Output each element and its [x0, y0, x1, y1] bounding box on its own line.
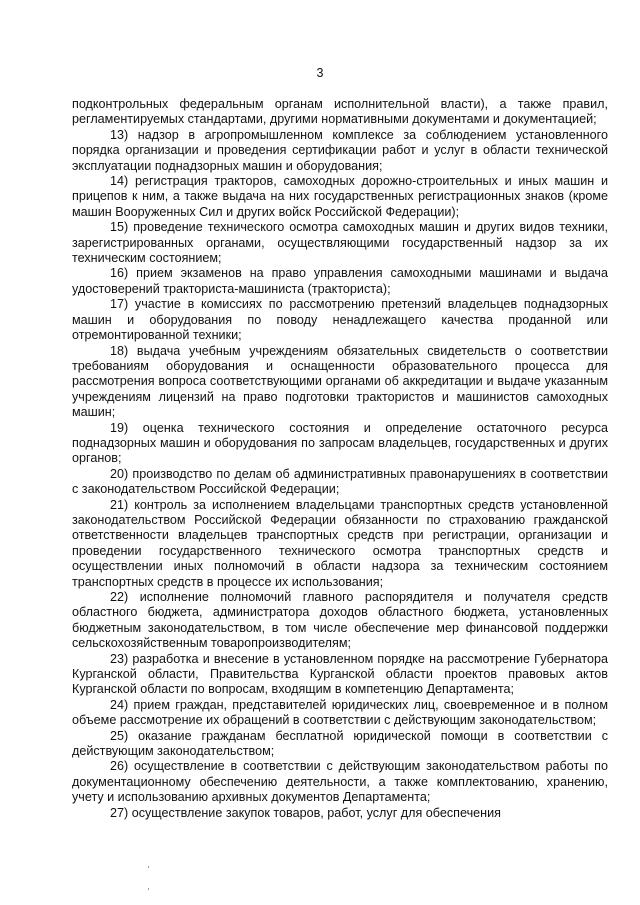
paragraph-continuation: подконтрольных федеральным органам исполнительной власти), а также правил, регламентируемых стандартами, другими нормативными документами и документацией; [72, 97, 608, 127]
paragraph-21: 21) контроль за исполнением владельцами транспортных средств установленной законодательством Российской Федерации обязанности по страхованию гражданской ответственности владельцев транспортных средств при регистрации, организации и проведении государственного технического осмотра транспортных средств и осуществлении иных полномочий в области надзора за техническим состоянием транспортных средств в процессе их использования; [72, 497, 608, 589]
scan-speck [148, 888, 149, 890]
paragraph-22: 22) исполнение полномочий главного распорядителя и получателя средств областного бюджета, администратора доходов областного бюджета, установленных бюджетным законодательством, в том числе обеспечение мер финансовой поддержки сельскохозяйственным товаропроизводителям; [72, 590, 608, 651]
page-number: 3 [316, 66, 324, 80]
paragraph-13: 13) надзор в агропромышленном комплексе за соблюдением установленного порядка организации и проведения сертификации работ и услуг в области технической эксплуатации поднадзорных машин и оборудования; [72, 127, 608, 173]
paragraph-19: 19) оценка технического состояния и определение остаточного ресурса поднадзорных машин и оборудования по запросам владельцев, государственных и других органов; [72, 420, 608, 466]
paragraph-16: 16) прием экзаменов на право управления самоходными машинами и выдача удостоверений тракториста-машиниста (тракториста); [72, 266, 608, 296]
paragraph-15: 15) проведение технического осмотра самоходных машин и других видов техники, зарегистрированных органами, осуществляющими государственный надзор за их техническим состоянием; [72, 220, 608, 266]
paragraph-24: 24) прием граждан, представителей юридических лиц, своевременное и в полном объеме рассмотрение их обращений в соответствии с действующим законодательством; [72, 697, 608, 728]
document-body [72, 97, 608, 821]
paragraph-26: 26) осуществление в соответствии с действующим законодательством работы по документационному обеспечению деятельности, а также комплектованию, хранению, учету и использованию архивных документов Департамента; [72, 759, 608, 805]
paragraph-23: 23) разработка и внесение в установленном порядке на рассмотрение Губернатора Курганской области, Правительства Курганской области проектов правовых актов Курганской области по вопросам, входящим в компетенцию Департамента; [72, 651, 608, 697]
scan-speck [148, 866, 149, 868]
paragraph-17: 17) участие в комиссиях по рассмотрению претензий владельцев поднадзорных машин и оборудования по поводу ненадлежащего качества проданной или отремонтированной техники; [72, 297, 608, 343]
paragraph-20: 20) производство по делам об административных правонарушениях в соответствии с законодательством Российской Федерации; [72, 466, 608, 497]
paragraph-14: 14) регистрация тракторов, самоходных дорожно-строительных и иных машин и прицепов к ним, а также выдача на них государственных регистрационных знаков (кроме машин Вооруженных Сил и других войск Российской Федерации); [72, 174, 608, 219]
paragraph-18: 18) выдача учебным учреждениям обязательных свидетельств о соответствии требованиям оборудования и оснащенности образовательного процесса для рассмотрения вопроса соответствующими органами об аккредитации и выдаче указанным учреждениям лицензий на право подготовки трактористов и машинистов самоходных машин; [72, 343, 608, 420]
paragraph-27: 27) осуществление закупок товаров, работ, услуг для обеспечения [110, 805, 501, 820]
paragraph-25: 25) оказание гражданам бесплатной юридической помощи в соответствии с действующим законодательством; [72, 728, 608, 759]
